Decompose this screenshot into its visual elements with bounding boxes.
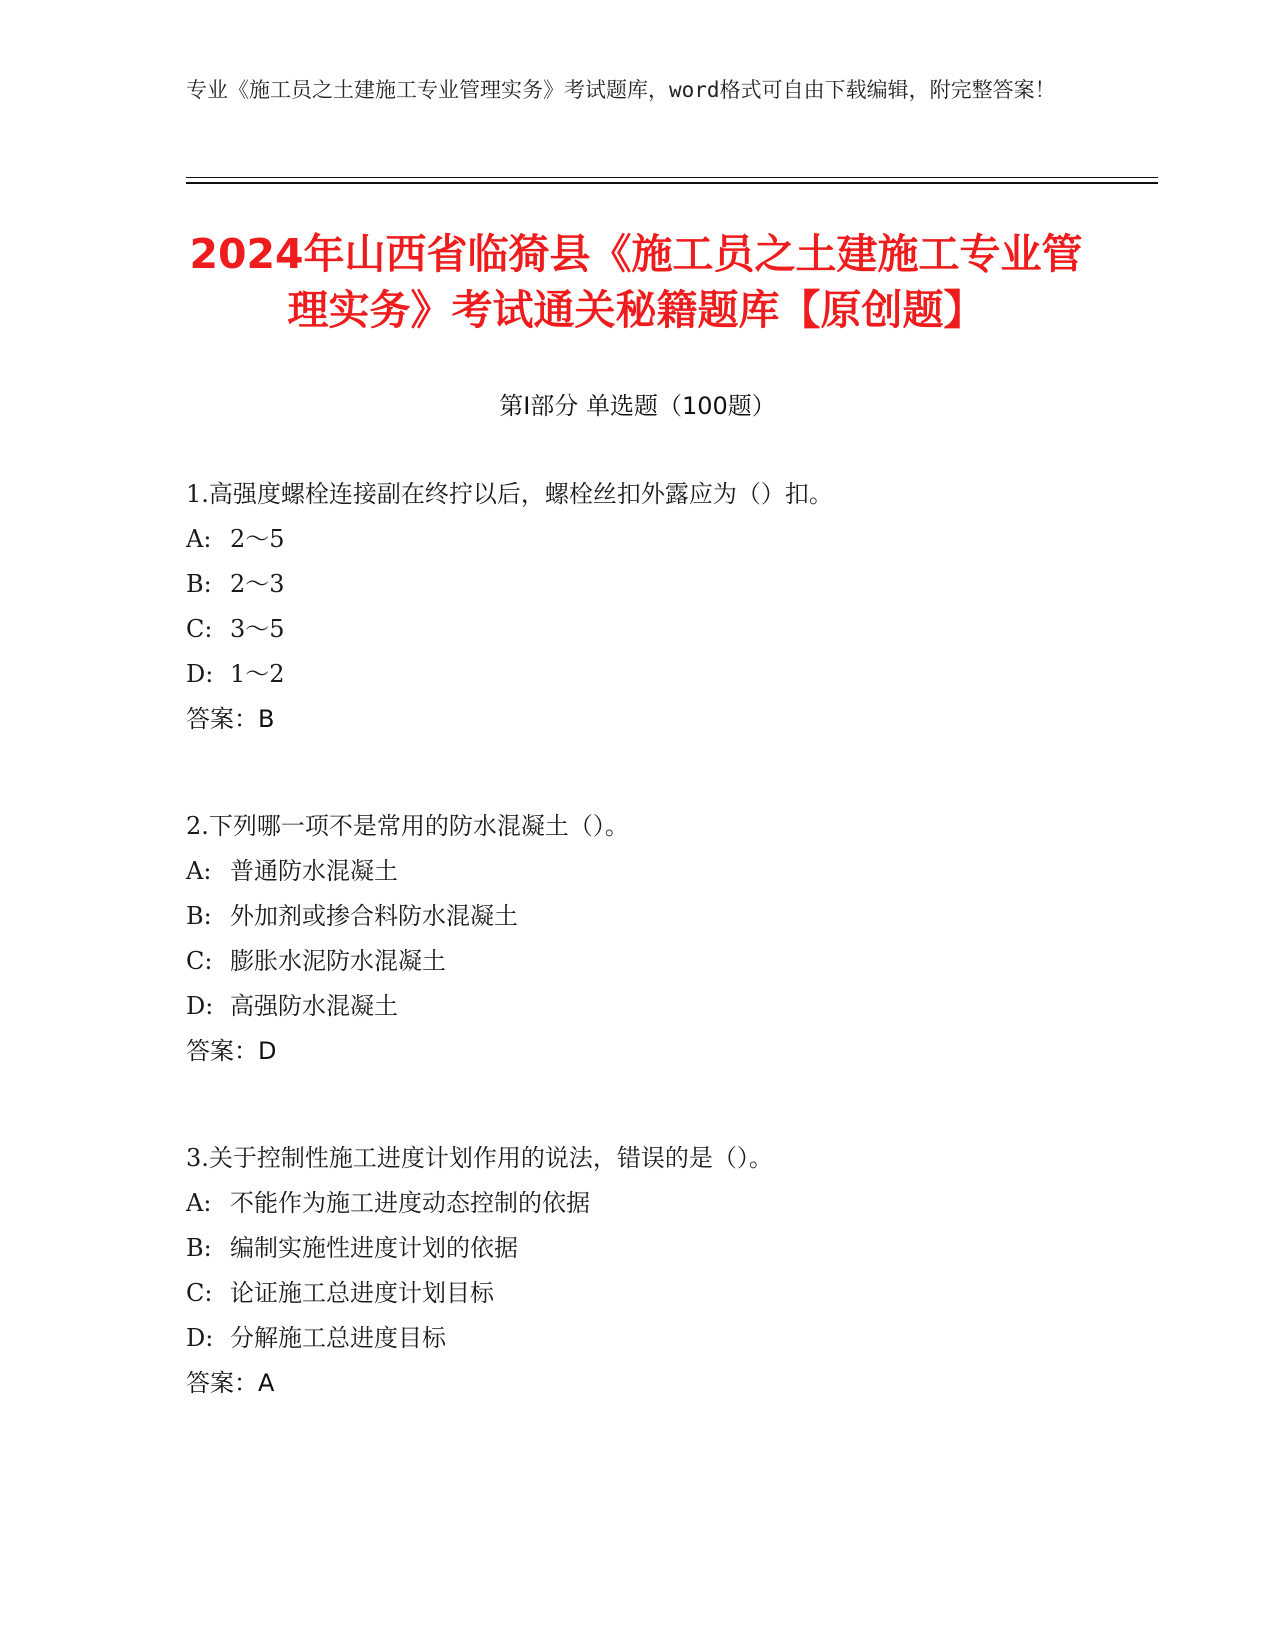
option-text: 外加剂或掺合料防水混凝土 bbox=[230, 902, 518, 930]
option-b bbox=[186, 562, 1106, 607]
answer: 答案：A bbox=[186, 1369, 275, 1397]
option-letter: A: bbox=[186, 525, 212, 553]
question-1 bbox=[186, 472, 1106, 742]
option-text: 2～3 bbox=[230, 570, 285, 598]
option-a bbox=[186, 517, 1106, 562]
option-d bbox=[186, 652, 1106, 697]
option-d bbox=[186, 1316, 1106, 1361]
option-text: 分解施工总进度目标 bbox=[230, 1324, 446, 1352]
option-letter: A: bbox=[186, 857, 212, 885]
option-c bbox=[186, 1271, 1106, 1316]
header-note: 专业《施工员之土建施工专业管理实务》考试题库，word格式可自由下载编辑，附完整答案！ bbox=[186, 78, 1056, 102]
option-a bbox=[186, 849, 1106, 894]
option-letter: B: bbox=[186, 570, 212, 598]
question-stem: 2.下列哪一项不是常用的防水混凝土（）。 bbox=[186, 812, 629, 840]
question-stem: 3.关于控制性施工进度计划作用的说法，错误的是（）。 bbox=[186, 1144, 773, 1172]
question-2 bbox=[186, 804, 1106, 1074]
option-text: 膨胀水泥防水混凝土 bbox=[230, 947, 446, 975]
header-rule-thin bbox=[186, 177, 1158, 178]
option-letter: D: bbox=[186, 1324, 214, 1352]
option-b bbox=[186, 1226, 1106, 1271]
question-list bbox=[186, 472, 1106, 1468]
header-rule-thick bbox=[186, 182, 1158, 184]
option-text: 普通防水混凝土 bbox=[230, 857, 398, 885]
option-text: 编制实施性进度计划的依据 bbox=[230, 1234, 518, 1262]
option-letter: C: bbox=[186, 615, 213, 643]
option-a bbox=[186, 1181, 1106, 1226]
option-d bbox=[186, 984, 1106, 1029]
question-3 bbox=[186, 1136, 1106, 1406]
option-b bbox=[186, 894, 1106, 939]
answer: 答案：B bbox=[186, 705, 275, 733]
option-text: 高强防水混凝土 bbox=[230, 992, 398, 1020]
option-letter: B: bbox=[186, 1234, 212, 1262]
answer: 答案：D bbox=[186, 1037, 277, 1065]
option-text: 不能作为施工进度动态控制的依据 bbox=[230, 1189, 590, 1217]
option-letter: B: bbox=[186, 902, 212, 930]
option-text: 论证施工总进度计划目标 bbox=[230, 1279, 494, 1307]
option-letter: C: bbox=[186, 947, 213, 975]
option-letter: A: bbox=[186, 1189, 212, 1217]
option-text: 1～2 bbox=[230, 660, 285, 688]
option-c bbox=[186, 939, 1106, 984]
document-title: 2024年山西省临猗县《施工员之土建施工专业管理实务》考试通关秘籍题库【原创题】 bbox=[189, 230, 1083, 334]
option-text: 2～5 bbox=[230, 525, 285, 553]
option-text: 3～5 bbox=[230, 615, 285, 643]
option-c bbox=[186, 607, 1106, 652]
option-letter: D: bbox=[186, 992, 214, 1020]
question-stem: 1.高强度螺栓连接副在终拧以后，螺栓丝扣外露应为（）扣。 bbox=[186, 480, 833, 508]
option-letter: C: bbox=[186, 1279, 213, 1307]
section-heading: 第Ⅰ部分 单选题（100题） bbox=[499, 392, 776, 420]
option-letter: D: bbox=[186, 660, 214, 688]
